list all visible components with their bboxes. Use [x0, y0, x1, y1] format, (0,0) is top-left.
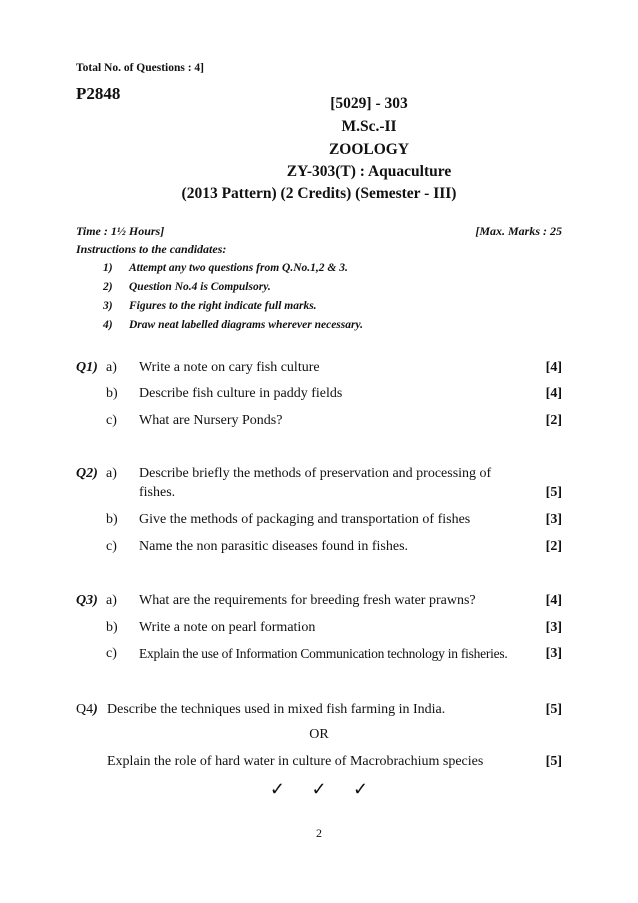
question-text: Describe the techniques used in mixed fish farming in India.: [107, 702, 446, 717]
max-marks: [Max. Marks : 25: [475, 224, 562, 238]
exam-code: [5029] - 303: [330, 95, 408, 112]
marks-label: [4]: [545, 360, 562, 375]
question-text-continued: fishes.: [139, 485, 176, 500]
question-text: What are the requirements for breeding fresh water prawns?: [139, 593, 476, 608]
marks-label: [5]: [545, 754, 562, 769]
marks-label: [2]: [545, 413, 562, 428]
check-icon: ✓: [311, 779, 327, 799]
instruction-number: 3): [103, 300, 113, 312]
marks-label: [4]: [545, 593, 562, 608]
question-label: Q2): [76, 466, 98, 481]
question-text: Give the methods of packaging and transportation of fishes: [139, 512, 471, 527]
question-text: Name the non parasitic diseases found in fishes.: [139, 539, 409, 554]
part-letter: a): [106, 466, 117, 481]
part-letter: c): [106, 413, 117, 428]
question-text: Write a note on cary fish culture: [139, 360, 320, 375]
exam-time: Time : 1½ Hours]: [76, 224, 165, 238]
question-text: Explain the use of Information Communication technology in fisheries.: [139, 646, 508, 661]
paper-code: P2848: [76, 84, 121, 103]
question-label: Q1): [76, 360, 98, 375]
part-letter: a): [106, 360, 117, 375]
marks-label: [3]: [545, 620, 562, 635]
course-name: M.Sc.-II: [341, 118, 397, 135]
part-letter: c): [106, 539, 117, 554]
instruction-text: Draw neat labelled diagrams wherever necessary.: [129, 319, 364, 331]
page-number: 2: [316, 826, 322, 840]
marks-label: [3]: [545, 646, 562, 661]
instruction-number: 1): [103, 262, 113, 274]
instruction-number: 4): [103, 319, 113, 331]
marks-label: [4]: [545, 386, 562, 401]
check-icon: ✓: [353, 779, 369, 799]
question-label: Q4): [76, 702, 98, 717]
instruction-text: Question No.4 is Compulsory.: [129, 281, 271, 293]
or-separator: OR: [309, 727, 329, 742]
marks-label: [5]: [545, 485, 562, 500]
marks-label: [2]: [545, 539, 562, 554]
part-letter: b): [106, 620, 118, 635]
check-icon: ✓: [269, 779, 285, 799]
paper-title: ZY-303(T) : Aquaculture: [286, 163, 452, 180]
instruction-text: Attempt any two questions from Q.No.1,2 & 3.: [129, 262, 348, 274]
instruction-number: 2): [103, 281, 113, 293]
instructions-heading: Instructions to the candidates:: [76, 242, 227, 256]
part-letter: a): [106, 593, 117, 608]
question-text: Describe fish culture in paddy fields: [139, 386, 343, 401]
part-letter: c): [106, 646, 117, 661]
marks-label: [5]: [545, 702, 562, 717]
marks-label: [3]: [545, 512, 562, 527]
question-text: What are Nursery Ponds?: [139, 413, 283, 428]
subject-name: ZOOLOGY: [328, 141, 410, 158]
instruction-text: Figures to the right indicate full marks.: [129, 300, 317, 312]
total-questions: Total No. of Questions : 4]: [76, 62, 204, 74]
question-text: Describe briefly the methods of preservation and processing of: [139, 466, 492, 481]
question-label: Q3): [76, 593, 98, 608]
part-letter: b): [106, 512, 118, 527]
exam-pattern: (2013 Pattern) (2 Credits) (Semester - III): [181, 185, 457, 202]
checkmark-row: [0, 779, 638, 800]
question-text: Write a note on pearl formation: [139, 620, 316, 635]
question-text-alternative: Explain the role of hard water in culture of Macrobrachium species: [107, 754, 484, 769]
part-letter: b): [106, 386, 118, 401]
